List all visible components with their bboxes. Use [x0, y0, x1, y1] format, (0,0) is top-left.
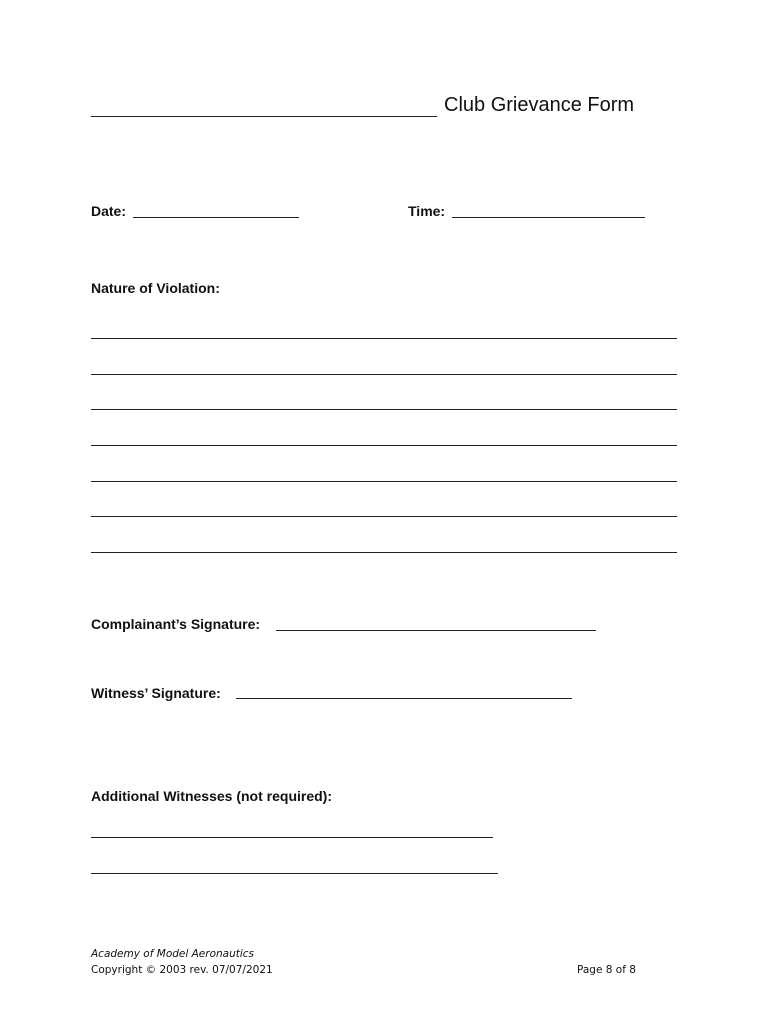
time-label: Time:: [408, 203, 446, 219]
complainant-signature-label: Complainant’s Signature:: [91, 616, 261, 632]
club-name-field[interactable]: [91, 116, 437, 117]
time-field[interactable]: [452, 217, 645, 218]
violation-line[interactable]: [91, 445, 677, 446]
complainant-signature-field[interactable]: [276, 630, 596, 631]
violation-line[interactable]: [91, 409, 677, 410]
footer-page-number: Page 8 of 8: [577, 964, 636, 976]
violation-line[interactable]: [91, 481, 677, 482]
violation-line[interactable]: [91, 338, 677, 339]
date-label: Date:: [91, 203, 127, 219]
nature-of-violation-label: Nature of Violation:: [91, 280, 220, 296]
additional-witness-line[interactable]: [91, 837, 493, 838]
date-field[interactable]: [133, 217, 299, 218]
additional-witness-line[interactable]: [91, 873, 498, 874]
additional-witnesses-label: Additional Witnesses (not required):: [91, 788, 332, 804]
witness-signature-label: Witness’ Signature:: [91, 685, 221, 701]
footer-organization: Academy of Model Aeronautics: [91, 948, 255, 960]
form-title: Club Grievance Form: [444, 94, 635, 116]
witness-signature-field[interactable]: [236, 698, 572, 699]
violation-line[interactable]: [91, 552, 677, 553]
violation-line[interactable]: [91, 374, 677, 375]
footer-copyright: Copyright © 2003 rev. 07/07/2021: [91, 964, 273, 976]
violation-line[interactable]: [91, 516, 677, 517]
